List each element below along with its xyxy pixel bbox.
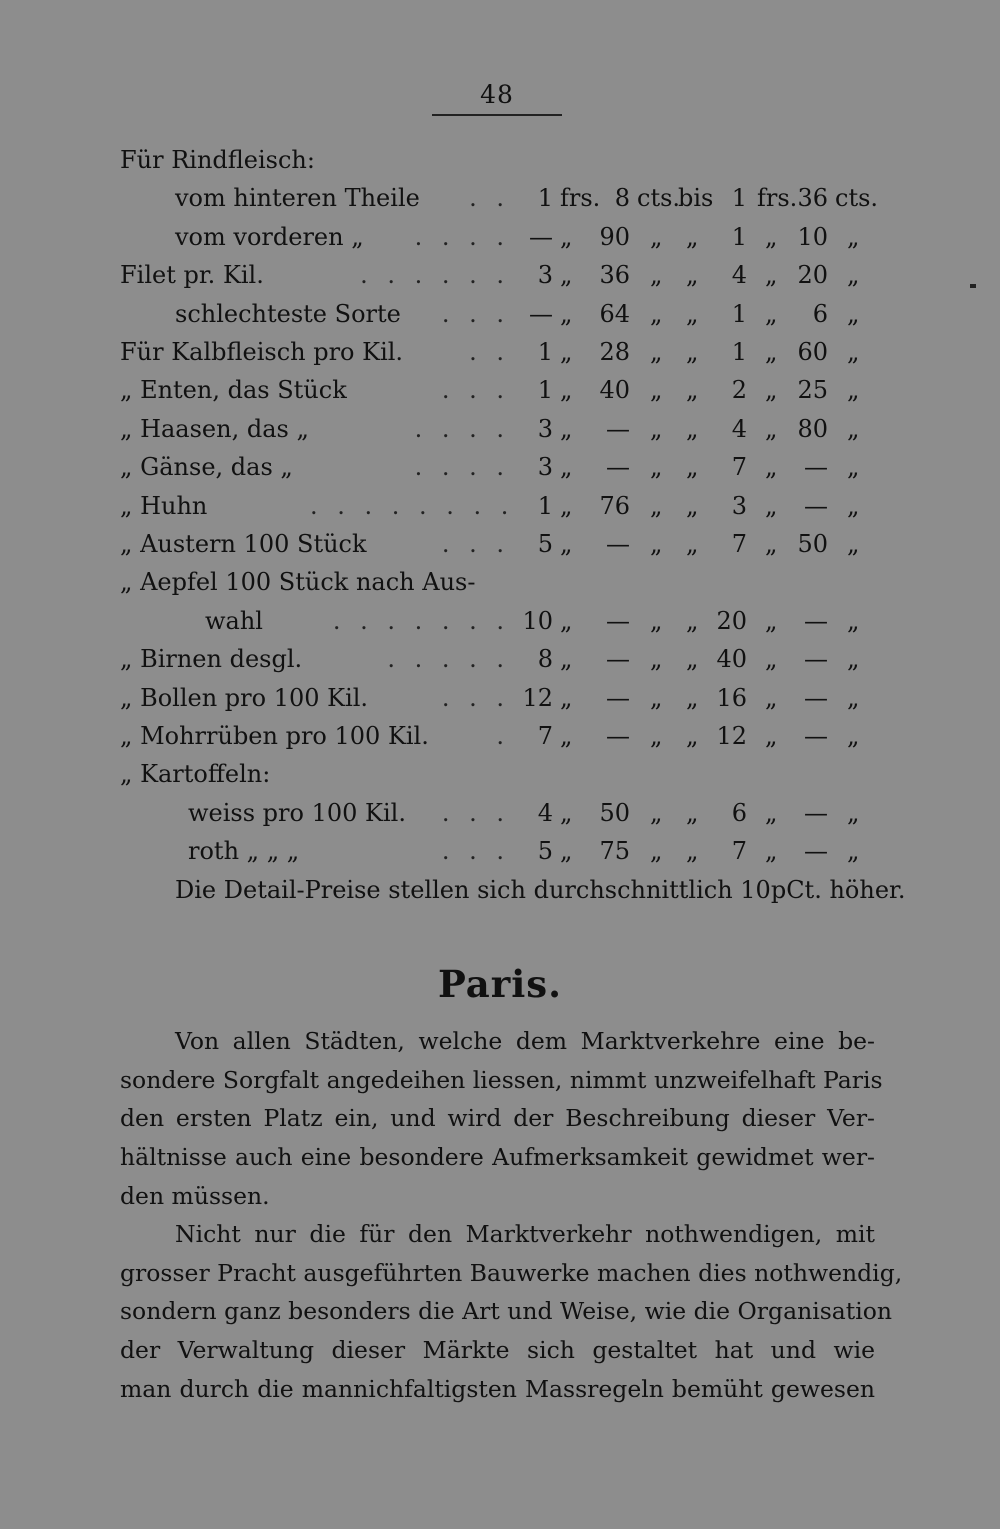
to-cts-unit: cts. (835, 184, 879, 213)
row-leader-dots: . . . . . . . . (310, 491, 515, 520)
table-footer-text: Die Detail-Preise stellen sich durchschnittlich 10pCt. höher. (175, 875, 906, 904)
page-number: 48 (480, 80, 514, 109)
from-cts-unit: „ (650, 261, 663, 290)
table-row (0, 605, 1000, 637)
range-separator: „ (686, 376, 699, 405)
range-separator: „ (686, 798, 699, 827)
table-row (0, 221, 1000, 253)
row-label: wahl (205, 606, 263, 635)
to-frs: 6 (731, 798, 747, 827)
to-frs-unit: „ (765, 376, 778, 405)
row-label: Filet pr. Kil. (120, 261, 264, 290)
row-leader-dots: . (496, 722, 510, 750)
paragraph-line: den ersten Platz ein, und wird der Beschreibung dieser Ver- (120, 1104, 875, 1133)
to-frs-unit: „ (765, 414, 778, 443)
from-frs: 1 (537, 184, 553, 213)
from-cts-unit: „ (650, 837, 663, 866)
to-cts: — (804, 491, 828, 520)
section-heading: Paris. (437, 962, 563, 1006)
row-label: „ Enten, das Stück (120, 376, 347, 405)
to-cts-unit: „ (847, 837, 860, 866)
to-frs-unit: „ (765, 453, 778, 482)
row-label: schlechteste Sorte (175, 299, 401, 328)
row-leader-dots: . . (469, 184, 510, 213)
table-row (0, 720, 1000, 752)
to-cts-unit: „ (847, 261, 860, 290)
from-frs-unit: „ (560, 453, 573, 482)
to-cts: — (804, 453, 828, 482)
to-frs-unit: „ (765, 798, 778, 827)
to-frs: 7 (731, 837, 747, 866)
to-cts-unit: „ (847, 530, 860, 558)
scan-mark (970, 284, 976, 288)
from-cts-unit: „ (650, 722, 663, 750)
to-cts: — (804, 722, 828, 750)
to-frs: 2 (731, 376, 747, 405)
row-label: vom hinteren Theile (175, 184, 420, 213)
to-frs: 1 (731, 222, 747, 251)
to-cts: — (804, 798, 828, 827)
table-row (0, 566, 1000, 598)
from-cts: 64 (599, 299, 630, 328)
range-separator: „ (686, 837, 699, 866)
row-leader-dots: . . . . . . (360, 261, 510, 290)
row-leader-dots: . . . . (414, 414, 510, 443)
from-cts-unit: „ (650, 453, 663, 482)
to-frs: 1 (731, 184, 747, 213)
table-row (0, 413, 1000, 445)
from-frs: — (529, 299, 553, 328)
row-leader-dots: . . . . . (387, 645, 510, 674)
from-frs-unit: „ (560, 414, 573, 443)
row-leader-dots: . . . (441, 683, 510, 712)
range-separator: „ (686, 261, 699, 290)
from-cts-unit: „ (650, 645, 663, 674)
from-cts: 28 (599, 338, 630, 366)
range-separator: bis (678, 184, 714, 213)
range-separator: „ (686, 645, 699, 674)
to-frs: 40 (716, 645, 747, 674)
from-frs-unit: „ (560, 683, 573, 712)
from-cts: — (606, 606, 630, 635)
row-leader-dots: . . . (441, 798, 510, 827)
row-label: „ Kartoffeln: (120, 760, 271, 789)
to-frs-unit: „ (765, 683, 778, 712)
range-separator: „ (686, 491, 699, 520)
row-label: vom vorderen „ (175, 222, 364, 251)
row-label: „ Mohrrüben pro 100 Kil. (120, 722, 429, 750)
to-frs-unit: „ (765, 338, 778, 366)
row-leader-dots: . . . (441, 376, 510, 405)
to-frs: 1 (731, 299, 747, 328)
to-cts-unit: „ (847, 722, 860, 750)
from-frs: 1 (537, 338, 553, 366)
paragraph (120, 1022, 883, 1215)
paragraph-line: grosser Pracht ausgeführten Bauwerke machen dies nothwendig, (120, 1258, 903, 1287)
to-frs-unit: „ (765, 299, 778, 328)
range-separator: „ (686, 299, 699, 328)
range-separator: „ (686, 338, 699, 366)
to-cts-unit: „ (847, 606, 860, 635)
from-frs: 8 (537, 645, 553, 674)
from-cts: — (606, 645, 630, 674)
from-cts: 8 (614, 184, 630, 213)
to-cts: 50 (797, 530, 828, 558)
from-frs-unit: „ (560, 222, 573, 251)
range-separator: „ (686, 530, 699, 558)
from-frs-unit: „ (560, 261, 573, 290)
from-cts: 76 (599, 491, 630, 520)
from-cts-unit: „ (650, 491, 663, 520)
paragraph-line: hältnisse auch eine besondere Aufmerksamkeit gewidmet wer- (120, 1143, 875, 1172)
page-number-rule (432, 114, 562, 116)
row-label: „ Haasen, das „ (120, 414, 309, 443)
to-cts: 25 (797, 376, 828, 405)
row-label: „ Aepfel 100 Stück nach Aus- (120, 568, 476, 597)
to-frs-unit: „ (765, 645, 778, 674)
paragraph-line: Von allen Städten, welche dem Marktverkehre eine be- (175, 1027, 875, 1055)
table-row (0, 797, 1000, 829)
table-row (0, 835, 1000, 867)
row-label: weiss pro 100 Kil. (188, 798, 406, 827)
to-frs: 16 (716, 683, 747, 712)
row-leader-dots: . . (469, 338, 510, 366)
to-frs-unit: „ (765, 491, 778, 520)
row-label: „ Birnen desgl. (120, 645, 303, 674)
table-row (0, 182, 1000, 214)
to-frs: 7 (731, 453, 747, 482)
from-cts: — (606, 683, 630, 712)
from-frs: 5 (537, 530, 553, 558)
from-frs-unit: „ (560, 722, 573, 750)
to-cts-unit: „ (847, 338, 860, 366)
from-frs-unit: „ (560, 491, 573, 520)
from-frs: 3 (537, 414, 553, 443)
from-cts-unit: „ (650, 798, 663, 827)
to-cts: 36 (797, 184, 828, 213)
to-frs: 4 (731, 414, 747, 443)
to-cts-unit: „ (847, 299, 860, 328)
to-frs-unit: frs. (757, 184, 798, 213)
from-cts-unit: „ (650, 530, 663, 558)
paragraph-line: sondere Sorgfalt angedeihen liessen, nimmt unzweifelhaft Paris (120, 1065, 883, 1094)
table-header-label: Für Rindfleisch: (120, 146, 315, 174)
row-leader-dots: . . . (441, 530, 510, 558)
to-frs-unit: „ (765, 261, 778, 290)
from-frs-unit: „ (560, 837, 573, 866)
row-leader-dots: . . . . (414, 453, 510, 482)
table-row (0, 374, 1000, 406)
to-frs-unit: „ (765, 837, 778, 866)
paragraph-line: Nicht nur die für den Marktverkehr nothwendigen, mit (175, 1220, 875, 1248)
from-frs: — (529, 222, 553, 251)
from-frs-unit: „ (560, 645, 573, 674)
to-frs: 20 (716, 606, 747, 635)
to-cts-unit: „ (847, 453, 860, 482)
range-separator: „ (686, 453, 699, 482)
from-cts: — (606, 453, 630, 482)
row-label: Für Kalbfleisch pro Kil. (120, 338, 404, 366)
range-separator: „ (686, 722, 699, 750)
range-separator: „ (686, 606, 699, 635)
from-frs-unit: „ (560, 798, 573, 827)
to-frs-unit: „ (765, 530, 778, 558)
table-row (0, 682, 1000, 714)
to-cts: — (804, 645, 828, 674)
row-label: „ Austern 100 Stück (120, 530, 367, 558)
to-cts: — (804, 606, 828, 635)
to-cts-unit: „ (847, 376, 860, 405)
from-cts: 75 (599, 837, 630, 866)
from-frs: 4 (537, 798, 553, 827)
to-cts-unit: „ (847, 683, 860, 712)
range-separator: „ (686, 414, 699, 443)
from-frs-unit: „ (560, 376, 573, 405)
paragraph (120, 1215, 903, 1408)
range-separator: „ (686, 222, 699, 251)
from-frs-unit: „ (560, 299, 573, 328)
from-cts-unit: cts. (637, 184, 681, 213)
to-cts: 20 (797, 261, 828, 290)
to-cts-unit: „ (847, 645, 860, 674)
table-row (0, 451, 1000, 483)
paragraph-line: der Verwaltung dieser Märkte sich gestaltet hat und wie (120, 1336, 875, 1365)
from-frs: 7 (537, 722, 553, 750)
to-cts: — (804, 837, 828, 866)
from-cts: — (606, 722, 630, 750)
from-cts-unit: „ (650, 683, 663, 712)
to-frs: 12 (716, 722, 747, 750)
to-cts: 80 (797, 414, 828, 443)
from-cts: 36 (599, 261, 630, 290)
from-cts: — (606, 530, 630, 558)
to-frs-unit: „ (765, 722, 778, 750)
row-leader-dots: . . . . (414, 222, 510, 251)
table-row (0, 528, 1000, 560)
to-frs-unit: „ (765, 222, 778, 251)
from-frs-unit: „ (560, 606, 573, 635)
to-cts: 10 (797, 222, 828, 251)
table-row (0, 259, 1000, 291)
table-row (0, 758, 1000, 790)
to-cts-unit: „ (847, 798, 860, 827)
row-label: „ Huhn (120, 491, 208, 520)
from-frs: 1 (537, 376, 553, 405)
to-frs: 4 (731, 261, 747, 290)
to-cts: 60 (797, 338, 828, 366)
table-header-line (0, 144, 1000, 176)
table-row (0, 336, 1000, 368)
range-separator: „ (686, 683, 699, 712)
from-frs: 12 (522, 683, 553, 712)
to-cts: — (804, 683, 828, 712)
to-frs: 1 (731, 338, 747, 366)
from-cts-unit: „ (650, 338, 663, 366)
from-cts-unit: „ (650, 606, 663, 635)
from-frs-unit: „ (560, 338, 573, 366)
paragraph-line: den müssen. (120, 1181, 270, 1210)
to-cts-unit: „ (847, 222, 860, 251)
to-cts-unit: „ (847, 414, 860, 443)
from-frs: 3 (537, 453, 553, 482)
from-cts-unit: „ (650, 299, 663, 328)
table-row (0, 643, 1000, 675)
to-cts-unit: „ (847, 491, 860, 520)
from-frs: 5 (537, 837, 553, 866)
to-cts: 6 (812, 299, 828, 328)
from-frs: 3 (537, 261, 553, 290)
from-cts: 50 (599, 798, 630, 827)
from-cts-unit: „ (650, 414, 663, 443)
row-leader-dots: . . . . . . . (332, 606, 510, 635)
from-frs: 1 (537, 491, 553, 520)
from-frs-unit: „ (560, 530, 573, 558)
row-leader-dots: . . . (441, 299, 510, 328)
table-row (0, 298, 1000, 330)
from-cts: 90 (599, 222, 630, 251)
from-frs-unit: frs. (560, 184, 601, 213)
to-frs: 3 (731, 491, 747, 520)
from-frs: 10 (522, 606, 553, 635)
from-cts-unit: „ (650, 222, 663, 251)
from-cts: 40 (599, 376, 630, 405)
row-label: roth „ „ „ (188, 837, 300, 866)
table-footer-line (0, 874, 1000, 906)
paragraph-line: man durch die mannichfaltigsten Massregeln bemüht gewesen (120, 1374, 875, 1403)
from-cts: — (606, 414, 630, 443)
row-label: „ Bollen pro 100 Kil. (120, 683, 369, 712)
from-cts-unit: „ (650, 376, 663, 405)
to-frs-unit: „ (765, 606, 778, 635)
paragraph-line: sondern ganz besonders die Art und Weise, wie die Organisation (120, 1297, 893, 1326)
to-frs: 7 (731, 530, 747, 558)
row-leader-dots: . . . (441, 837, 510, 866)
table-row (0, 490, 1000, 522)
row-label: „ Gänse, das „ (120, 453, 293, 482)
